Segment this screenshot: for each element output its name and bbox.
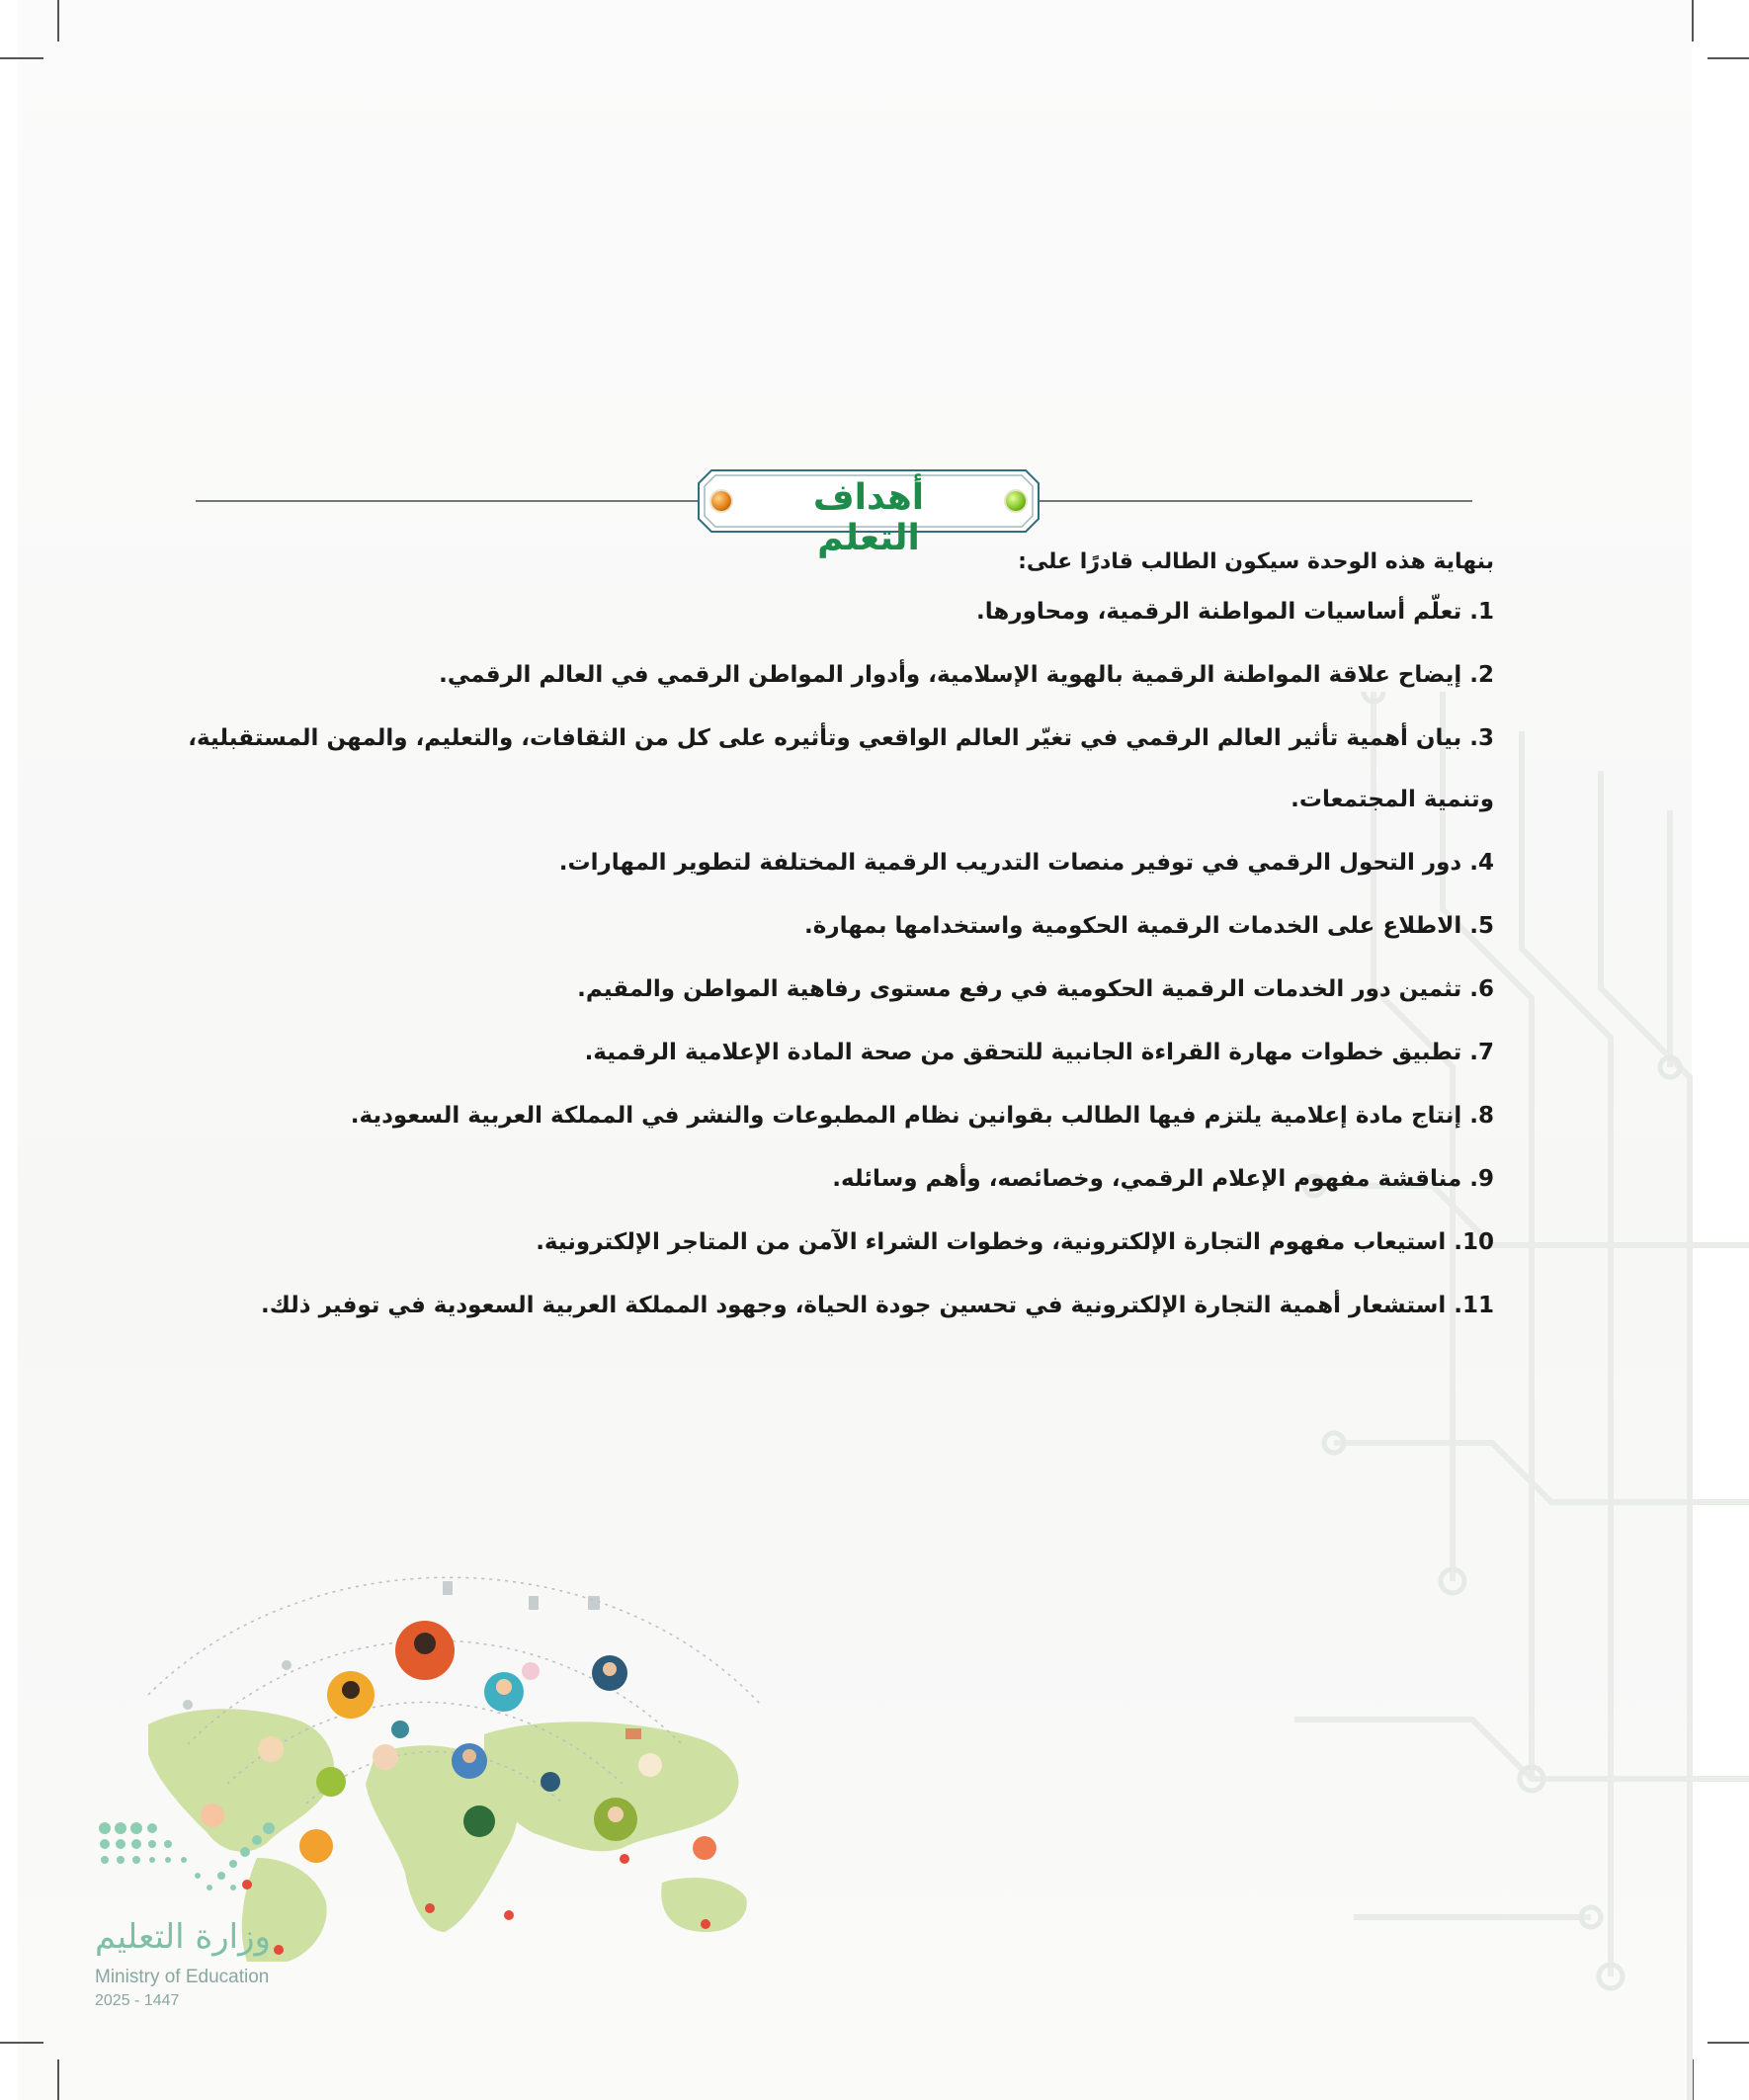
settings-icon bbox=[282, 1660, 292, 1670]
objective-number: 10. bbox=[1454, 1229, 1494, 1255]
location-pin-icon bbox=[504, 1910, 514, 1920]
objective-item bbox=[148, 895, 1494, 957]
objective-item bbox=[148, 1022, 1494, 1083]
objective-text: استشعار أهمية التجارة الإلكترونية في تحسين جودة الحياة، وجهود المملكة العربية السعودية في توفير ذلك. bbox=[261, 1293, 1447, 1318]
logo-year: 2025 - 1447 bbox=[95, 1992, 180, 2009]
intro-text: بنهاية هذه الوحدة سيكون الطالب قادرًا على: bbox=[1018, 549, 1494, 574]
settings-icon bbox=[183, 1700, 193, 1710]
location-pin-icon bbox=[620, 1854, 629, 1864]
location-pin-icon bbox=[425, 1903, 435, 1913]
objective-item bbox=[148, 832, 1494, 893]
objective-text: الاطلاع على الخدمات الرقمية الحكومية واستخدامها بمهارة. bbox=[804, 913, 1462, 939]
logo-dots-mark bbox=[95, 1818, 322, 1917]
location-pin-icon bbox=[701, 1919, 710, 1929]
objective-text: استيعاب مفهوم التجارة الإلكترونية، وخطوات الشراء الآمن من المتاجر الإلكترونية. bbox=[536, 1229, 1447, 1255]
avatar bbox=[373, 1744, 398, 1770]
green-bullet-icon bbox=[1006, 491, 1026, 511]
objective-number: 4. bbox=[1469, 850, 1494, 876]
document-icon bbox=[529, 1596, 539, 1610]
avatar bbox=[522, 1662, 540, 1680]
objective-text: إنتاج مادة إعلامية يلتزم فيها الطالب بقوانين نظام المطبوعات والنشر في المملكة العربية السعودية. bbox=[350, 1103, 1462, 1129]
objective-text: تثمين دور الخدمات الرقمية الحكومية في رفع مستوى رفاهية المواطن والمقيم. bbox=[577, 976, 1462, 1002]
objective-text: تعلّم أساسيات المواطنة الرقمية، ومحاورها. bbox=[976, 599, 1462, 625]
objective-item bbox=[148, 1148, 1494, 1210]
objective-number: 6. bbox=[1469, 976, 1494, 1002]
ministry-logo bbox=[95, 1818, 332, 2016]
crop-mark bbox=[57, 2059, 59, 2100]
document-icon bbox=[443, 1581, 453, 1595]
section-title-box bbox=[698, 469, 1040, 558]
header-rule-right bbox=[1036, 500, 1472, 502]
avatar bbox=[258, 1736, 284, 1762]
logo-english-name: Ministry of Education bbox=[95, 1967, 270, 1987]
crop-mark bbox=[1707, 57, 1749, 59]
objective-text: إيضاح علاقة المواطنة الرقمية بالهوية الإسلامية، وأدوار المواطن الرقمي في العالم الرقمي. bbox=[439, 662, 1462, 688]
avatar bbox=[638, 1753, 662, 1777]
document-icon bbox=[588, 1596, 600, 1610]
objective-item bbox=[148, 1212, 1494, 1273]
objective-number: 1. bbox=[1469, 599, 1494, 625]
crop-mark bbox=[57, 0, 59, 42]
objective-number: 8. bbox=[1469, 1103, 1494, 1129]
objective-item bbox=[148, 1085, 1494, 1146]
objective-number: 11. bbox=[1454, 1293, 1494, 1318]
objective-number: 7. bbox=[1469, 1040, 1494, 1065]
objective-text: دور التحول الرقمي في توفير منصات التدريب الرقمية المختلفة لتطوير المهارات. bbox=[558, 850, 1462, 876]
crop-mark bbox=[0, 2042, 43, 2044]
objective-text: تطبيق خطوات مهارة القراءة الجانبية للتحقق من صحة المادة الإعلامية الرقمية. bbox=[584, 1040, 1462, 1065]
logo-arabic-name: وزارة التعليم bbox=[95, 1917, 271, 1957]
orange-bullet-icon bbox=[711, 491, 731, 511]
mail-icon bbox=[625, 1728, 641, 1739]
avatar bbox=[541, 1772, 560, 1792]
objective-item bbox=[148, 581, 1494, 642]
objective-number: 2. bbox=[1469, 662, 1494, 688]
objective-number: 3. bbox=[1469, 725, 1494, 751]
crop-mark bbox=[1692, 0, 1694, 42]
objective-item bbox=[148, 708, 1494, 830]
crop-mark bbox=[0, 57, 43, 59]
objective-item bbox=[148, 1275, 1494, 1336]
objective-number: 5. bbox=[1469, 913, 1494, 939]
objective-text: مناقشة مفهوم الإعلام الرقمي، وخصائصه، وأهم وسائله. bbox=[832, 1166, 1462, 1192]
objective-item bbox=[148, 644, 1494, 706]
avatar bbox=[463, 1806, 495, 1837]
objective-item bbox=[148, 959, 1494, 1020]
avatar bbox=[316, 1767, 346, 1797]
avatar bbox=[391, 1721, 409, 1738]
objective-number: 9. bbox=[1469, 1166, 1494, 1192]
avatar bbox=[693, 1836, 716, 1860]
header-rule-left bbox=[196, 500, 702, 502]
objective-text: بيان أهمية تأثير العالم الرقمي في تغيّر العالم الواقعي وتأثيره على كل من الثقافات، والتعليم، والمهن المستقبلية، وتنمية المجتمعات. bbox=[188, 725, 1494, 812]
page-title: أهداف التعلم bbox=[812, 477, 925, 558]
